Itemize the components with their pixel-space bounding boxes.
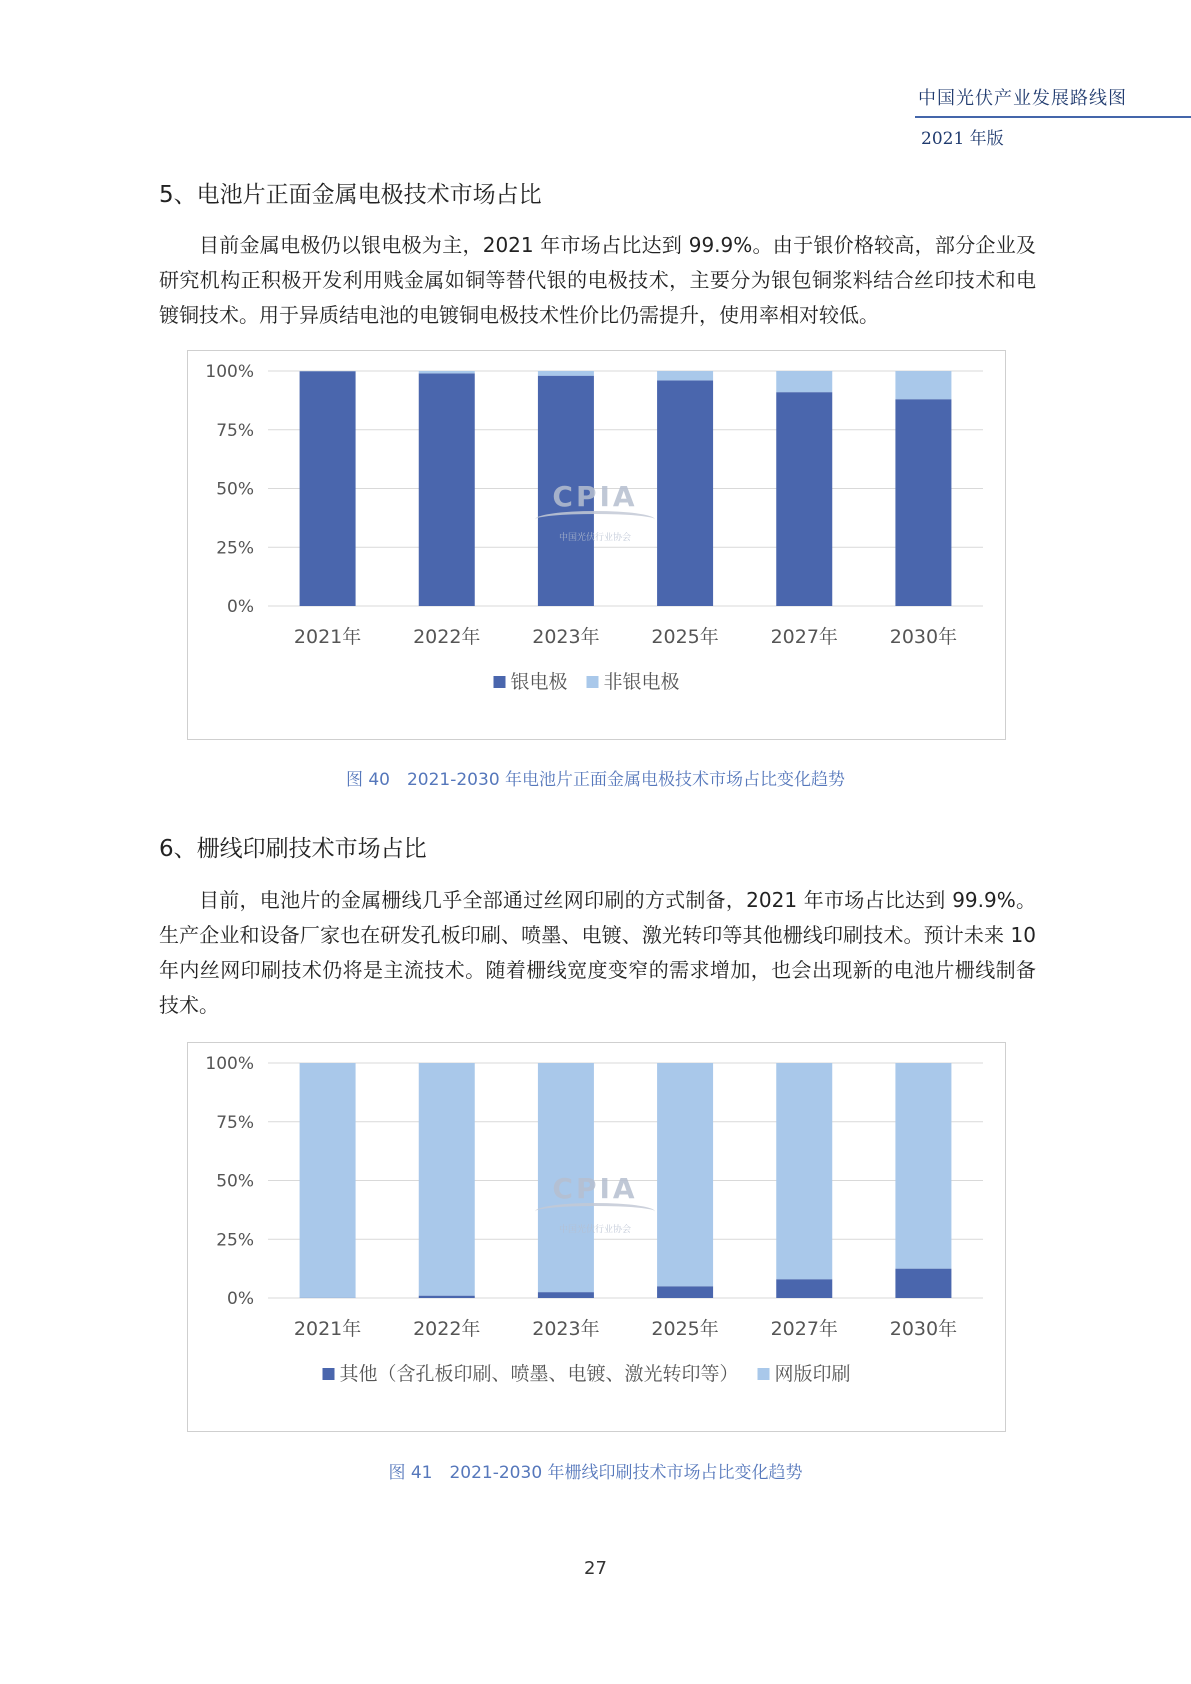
page-number: 27: [584, 1558, 607, 1579]
bar-series2: [419, 1063, 475, 1296]
y-tick-label: 100%: [205, 1054, 254, 1074]
legend-swatch: [494, 676, 506, 688]
x-tick-label: 2027年: [770, 626, 838, 648]
bar-series2: [419, 371, 475, 373]
watermark-org-name: 中国光伏行业协会: [558, 533, 631, 543]
chart-1-container: [187, 350, 1006, 740]
y-tick-label: 100%: [205, 362, 254, 382]
y-tick-label: 25%: [216, 538, 254, 559]
y-tick-label: 75%: [216, 420, 254, 441]
y-tick-label: 50%: [216, 1171, 254, 1192]
y-tick-label: 25%: [216, 1230, 254, 1251]
x-tick-label: 2021年: [293, 1318, 362, 1340]
y-tick-label: 0%: [227, 597, 254, 617]
bar-series1: [776, 392, 832, 606]
legend-label: 其他（含孔板印刷、喷墨、电镀、激光转印等）: [339, 1363, 739, 1385]
legend-swatch: [587, 676, 599, 688]
bar-series1: [895, 1269, 951, 1298]
bar-series2: [538, 371, 594, 376]
bar-series2: [776, 371, 832, 392]
watermark-logo-text: CPIA: [552, 480, 638, 513]
y-tick-label: 0%: [227, 1289, 254, 1309]
watermark-org-name: 中国光伏行业协会: [558, 1225, 631, 1235]
bar-series2: [657, 1063, 713, 1286]
x-tick-label: 2027年: [770, 1318, 838, 1340]
legend-label: 非银电极: [603, 671, 680, 693]
watermark-logo-text: CPIA: [552, 1172, 638, 1205]
x-tick-label: 2022年: [413, 1318, 481, 1340]
legend-label: 银电极: [510, 671, 568, 693]
section-5-title: 5、电池片正面金属电极技术市场占比: [159, 182, 542, 208]
bar-series1: [538, 1292, 594, 1298]
x-tick-label: 2021年: [293, 626, 362, 648]
legend-swatch: [758, 1368, 770, 1380]
document-header: [915, 84, 1191, 149]
x-tick-label: 2023年: [532, 626, 600, 648]
chart-2-caption: 图 41 2021-2030 年栅线印刷技术市场占比变化趋势: [388, 1463, 803, 1483]
section-6-paragraph: 目前，电池片的金属栅线几乎全部通过丝网印刷的方式制备，2021 年市场占比达到 99.9%。生产企业和设备厂家也在研发孔板印刷、喷墨、电镀、激光转印等其他栅线印刷技术。预计未来 10 年内丝网印刷技术仍将是主流技术。随着栅线宽度变窄的需求增加，也会出现新的电池片栅线制备技术。: [159, 888, 1036, 1017]
x-tick-label: 2022年: [413, 626, 481, 648]
chart-1-caption: 图 40 2021-2030 年电池片正面金属电极技术市场占比变化趋势: [345, 770, 846, 790]
header-title: 中国光伏产业发展路线图: [915, 84, 1191, 118]
bar-series2: [895, 1063, 951, 1269]
bar-series1: [657, 1286, 713, 1298]
bar-series1: [657, 380, 713, 606]
y-tick-label: 50%: [216, 479, 254, 500]
bar-series2: [776, 1063, 832, 1279]
bar-series2: [657, 371, 713, 380]
bar-series1: [419, 373, 475, 606]
legend-label: 网版印刷: [774, 1363, 851, 1385]
section-5-paragraph: 目前金属电极仍以银电极为主，2021 年市场占比达到 99.9%。由于银价格较高，部分企业及研究机构正积极开发利用贱金属如铜等替代银的电极技术，主要分为银包铜浆料结合丝印技术和电镀铜技术。用于异质结电池的电镀铜电极技术性价比仍需提升，使用率相对较低。: [159, 233, 1036, 327]
chart-2-container: [187, 1042, 1006, 1432]
header-subtitle: 2021 年版: [921, 129, 1004, 149]
section-6-title: 6、栅线印刷技术市场占比: [159, 836, 427, 862]
bar-series1: [538, 376, 594, 606]
bar-series1: [776, 1279, 832, 1298]
legend-swatch: [323, 1368, 335, 1380]
x-tick-label: 2023年: [532, 1318, 600, 1340]
x-tick-label: 2030年: [889, 1318, 958, 1340]
x-tick-label: 2030年: [889, 626, 958, 648]
chart-2: [188, 1043, 1005, 1431]
bar-series1: [300, 371, 356, 606]
x-tick-label: 2025年: [651, 1318, 719, 1340]
x-tick-label: 2025年: [651, 626, 719, 648]
y-tick-label: 75%: [216, 1112, 254, 1133]
bar-series1: [419, 1296, 475, 1298]
bar-series2: [538, 1063, 594, 1292]
bar-series1: [895, 399, 951, 606]
chart-1: [188, 351, 1005, 739]
bar-series2: [300, 1063, 356, 1298]
bar-series2: [895, 371, 951, 399]
